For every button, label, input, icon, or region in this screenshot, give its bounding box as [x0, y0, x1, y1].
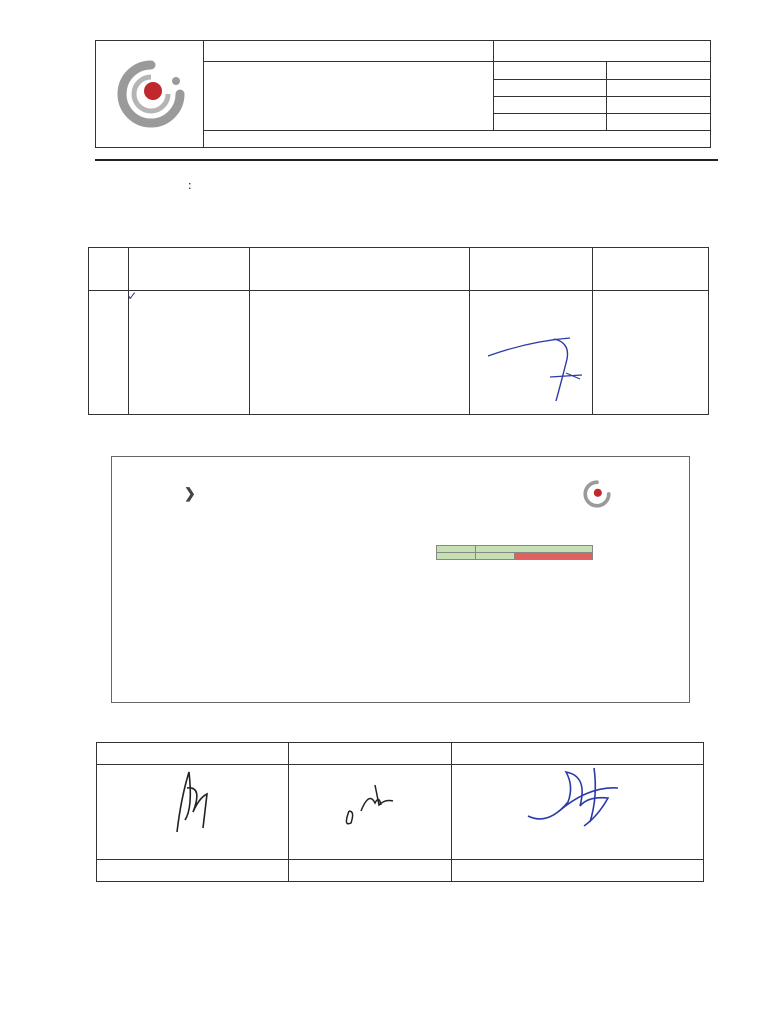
- header-divider: [95, 159, 718, 161]
- signature-2: [289, 765, 452, 842]
- location-value: :: [188, 177, 192, 192]
- nonconformity-text: [129, 291, 250, 415]
- recommendation-text: [250, 291, 470, 415]
- signature-1: [97, 765, 289, 842]
- signature-1-icon: [163, 768, 223, 834]
- maker-name: [97, 841, 289, 859]
- checked-by-label: [289, 743, 452, 765]
- signature-3-icon: [518, 766, 638, 836]
- company-logo-icon: [114, 59, 188, 129]
- environment-report-image: [111, 456, 690, 703]
- chevron-right-icon: ❯: [184, 485, 196, 501]
- mini-col-date: [437, 553, 476, 560]
- made-by-label: [97, 743, 289, 765]
- maker-title: [97, 859, 289, 881]
- month-label: [437, 546, 476, 553]
- completion-time-cell: [470, 291, 592, 415]
- approver-title: [452, 859, 704, 881]
- row-number: [89, 291, 129, 415]
- ncr-table-header-row: [89, 248, 709, 291]
- approved-by-label: [452, 743, 704, 765]
- header-box: [95, 40, 711, 148]
- checker-name: [289, 841, 452, 859]
- tss-chart: [172, 533, 422, 678]
- signature-3: [452, 765, 704, 842]
- col-completion-time: [470, 248, 592, 291]
- approver-name: [452, 841, 704, 859]
- mini-col-sp: [554, 553, 593, 560]
- col-nonconformity: [129, 248, 250, 291]
- remarks-value: [592, 291, 708, 415]
- mini-col-ipal: [515, 553, 554, 560]
- col-recommendation: [250, 248, 470, 291]
- mini-col-spbcl: [476, 553, 515, 560]
- ncr-table: [88, 247, 709, 415]
- table-row: [89, 291, 709, 415]
- signature-table: [96, 742, 704, 882]
- report-logo-icon: [582, 479, 612, 509]
- col-remarks: [592, 248, 708, 291]
- signature-2-icon: [335, 771, 405, 831]
- checker-title: [289, 859, 452, 881]
- tss-data-table: [436, 545, 593, 560]
- strike-annotation-icon: [470, 291, 586, 415]
- checkmark-icon: ✓: [127, 289, 138, 303]
- month-value: [476, 546, 593, 553]
- col-no: [89, 248, 129, 291]
